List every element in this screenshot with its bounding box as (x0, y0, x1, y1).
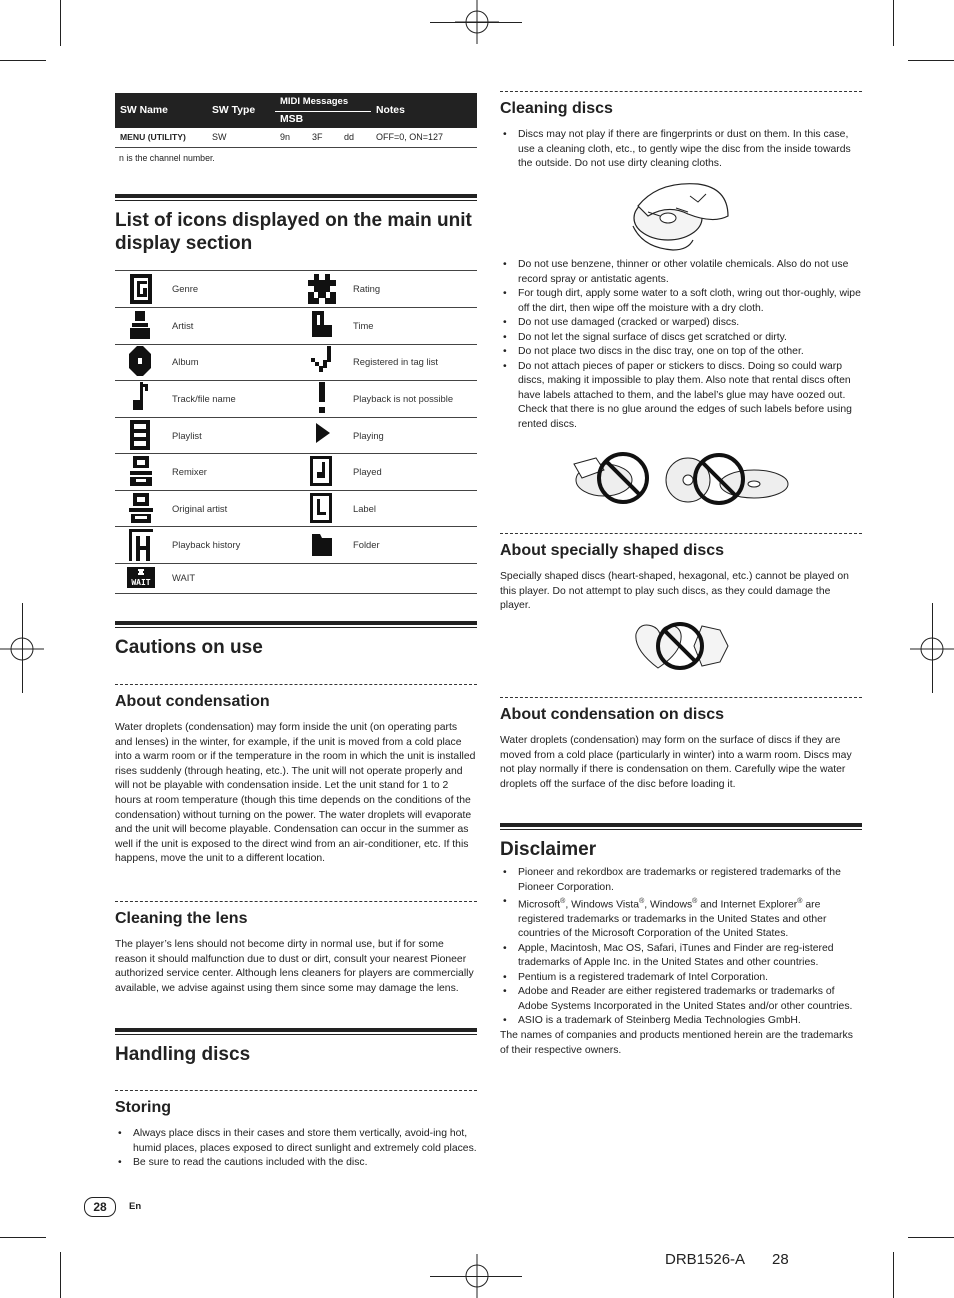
icon-label-album: Album (172, 356, 199, 367)
list-item: • Do not place two discs in the disc tray, one on top of the other. (500, 345, 862, 360)
crop-mark (60, 0, 61, 46)
no-sticker-illustration-icon (570, 450, 652, 506)
playlist-icon (130, 420, 150, 450)
crop-mark (430, 22, 522, 23)
condensation-discs-section (500, 705, 862, 792)
icon-label-original-artist: Original artist (172, 503, 228, 514)
cell-notes: OFF=0, ON=127 (376, 132, 444, 143)
disclaimer-body (500, 866, 862, 1058)
icon-label-played: Played (353, 466, 382, 477)
crop-mark (60, 1252, 61, 1298)
crop-mark (22, 603, 23, 693)
language-label: En (129, 1201, 142, 1212)
list-item: • Do not attach pieces of paper or stickers to discs. Doing so could warp discs, making it impossible to play them. Also note that rental discs often have labels attached to them, and the label’s glue may have oozed out. Check that there is no glue around the edges of such labels before using rented discs. (500, 360, 862, 433)
doc-page: 28 (772, 1251, 789, 1268)
icon-label-wait: WAIT (172, 572, 196, 583)
col-sw-name: SW Name (115, 93, 207, 128)
col-sw-type: SW Type (207, 93, 275, 128)
folder-icon (312, 534, 332, 556)
list-item: • Do not use damaged (cracked or warped) discs. (500, 316, 862, 331)
lens-section (115, 909, 477, 996)
divider (500, 533, 862, 534)
midi-table (115, 93, 477, 148)
track-file-name-icon (133, 382, 149, 412)
playback-history-icon (129, 529, 153, 561)
col-midi-messages: MIDI Messages (275, 93, 371, 111)
col-msb: MSB (275, 111, 371, 128)
condensation-section (115, 692, 477, 867)
lens-title: Cleaning the lens (115, 910, 248, 927)
registered-in-tag-list-icon (311, 346, 333, 376)
no-shaped-disc-illustration-icon (632, 620, 730, 672)
icon-label-not-possible: Playback is not possible (353, 393, 454, 404)
list-item: • Pioneer and rekordbox are trademarks or registered trademarks of the Pioneer Corporation. (500, 866, 862, 895)
icon-label-remixer: Remixer (172, 466, 207, 477)
divider (500, 91, 862, 92)
cell-msb1: 9n (280, 132, 291, 143)
disc-wiping-illustration-icon (628, 176, 734, 252)
condensation-discs-title: About condensation on discs (500, 706, 725, 723)
page-number-badge: 28 (84, 1197, 116, 1217)
icon-label-playback-history: Playback history (172, 539, 241, 550)
disclaimer-title: Disclaimer (500, 839, 597, 860)
condensation-text: Water droplets (condensation) may form inside the unit (on operating parts and lenses) in the winter, for example, if the unit is moved from a cold place into a warm room or if the temperature in the room in which the unit is installed rises suddenly (through heating, etc.). The unit will not operate properly and will not be playable with condensation inside. Let the unit stand for 1 to 2 hours at room temperature (though this time depends on the conditions of the condensation) without turning on the power. The water droplets will evaporate and the unit will become playable. Condensation can occur in the summer as well if the unit is exposed to the direct wind from an air-conditioner, etc. If this happens, move the unit to a different location. (115, 722, 476, 865)
divider (500, 697, 862, 698)
storing-section (115, 1098, 477, 1171)
table-row (115, 128, 477, 147)
divider (115, 901, 477, 902)
cleaning-discs-section (500, 99, 862, 172)
divider (115, 1090, 477, 1091)
list-item: • For tough dirt, apply some water to a soft cloth, wring out thor-oughly, wipe off the dirt, then wipe off the moisture with a dry cloth. (500, 287, 862, 316)
crop-mark (893, 0, 894, 46)
crop-mark (932, 603, 933, 693)
crop-mark (908, 1237, 954, 1238)
list-item: • Be sure to read the cautions included with the disc. (115, 1156, 477, 1171)
list-item: • Adobe and Reader are either registered trademarks or trademarks of Adobe Systems Incorporated in the United States and/or other countries. (500, 985, 862, 1014)
list-item: • Microsoft®, Windows Vista®, Windows® and Internet Explorer® are registered trademarks or trademarks in the United States and other countries of the Microsoft Corporation of the United States. (500, 895, 862, 942)
crop-mark (0, 1237, 46, 1238)
icon-label-registered: Registered in tag list (353, 356, 438, 367)
original-artist-icon (129, 493, 153, 523)
artist-icon (130, 311, 150, 339)
genre-icon (130, 274, 152, 304)
icon-label-genre: Genre (172, 283, 199, 294)
cell-sw-name: MENU (UTILITY) (120, 132, 186, 143)
col-notes: Notes (371, 93, 477, 128)
crop-mark (430, 1276, 522, 1277)
handling-header (115, 1028, 477, 1066)
list-item: • Do not use benzene, thinner or other volatile chemicals. Also do not use record spray or antistatic agents. (500, 258, 862, 287)
handling-title: Handling discs (115, 1044, 251, 1065)
condensation-title: About condensation (115, 693, 270, 710)
crop-mark (893, 1252, 894, 1298)
no-damaged-disc-illustration-icon (664, 452, 792, 506)
left-column (115, 93, 477, 163)
cautions-title: Cautions on use (115, 637, 263, 658)
lens-text: The player’s lens should not become dirty in normal use, but if for some reason it should malfunction due to dust or dirt, consult your nearest Pioneer authorized service center. Although lens cleaners for players are commercially available, we advise against using them since some may damage the lens. (115, 939, 474, 994)
icon-label-artist: Artist (172, 320, 194, 331)
cleaning-discs-list-2 (500, 258, 862, 432)
remixer-icon (130, 456, 152, 486)
list-item: • Apple, Macintosh, Mac OS, Safari, iTunes and Finder are reg-istered trademarks of Apple Inc. in the United States and other countries. (500, 942, 862, 971)
crop-mark (0, 60, 46, 61)
divider (115, 684, 477, 685)
icons-section-title: List of icons displayed on the main unit display section (115, 210, 472, 254)
icon-label-time: Time (353, 320, 374, 331)
icon-label-rating: Rating (353, 283, 381, 294)
played-icon (310, 456, 332, 486)
icon-label-playing: Playing (353, 430, 384, 441)
time-icon (312, 311, 332, 339)
list-item: • Discs may not play if there are fingerprints or dust on them. In this case, use a cleaning cloth, etc., to gently wipe the disc from the inside towards the outside. Do not use dirty cleaning cloths. (500, 128, 862, 172)
list-item: • Pentium is a registered trademark of Intel Corporation. (500, 971, 862, 986)
playing-icon (316, 423, 330, 443)
storing-list (115, 1127, 477, 1171)
label-icon (310, 493, 332, 523)
rating-icon (308, 274, 336, 304)
cleaning-discs-more (500, 258, 862, 432)
cell-sw-type: SW (212, 132, 227, 143)
cleaning-discs-title: Cleaning discs (500, 100, 613, 117)
cleaning-discs-list-1 (500, 128, 862, 172)
disclaimer-header (500, 823, 862, 861)
special-discs-title: About specially shaped discs (500, 542, 725, 559)
special-discs-section (500, 541, 862, 614)
icon-label-playlist: Playlist (172, 430, 202, 441)
icons-section-header (115, 194, 477, 255)
list-item: • Do not let the signal surface of discs get scratched or dirty. (500, 331, 862, 346)
icon-label-label: Label (353, 503, 376, 514)
doc-code: DRB1526-A (665, 1251, 746, 1268)
storing-title: Storing (115, 1099, 171, 1116)
list-item: • ASIO is a trademark of Steinberg Media Technologies GmbH. (500, 1014, 862, 1029)
playback-not-possible-icon (318, 382, 326, 414)
table-footnote: n is the channel number. (119, 152, 215, 163)
cell-msb3: dd (344, 132, 355, 143)
crop-mark (908, 60, 954, 61)
disclaimer-footer-text: The names of companies and products mentioned herein are the trademarks of their respective owners. (500, 1029, 853, 1056)
condensation-discs-text: Water droplets (condensation) may form on the surface of discs if they are moved from a cold place (particularly in winter) into a warm room. Discs may not play normally if there is condensation on them. Carefully wipe the water droplets off the surface of the disc before loading it. (500, 735, 852, 790)
cell-msb2: 3F (312, 132, 323, 143)
svg-text:WAIT: WAIT (131, 578, 151, 587)
icons-table (115, 270, 477, 594)
icon-label-track: Track/file name (172, 393, 236, 404)
cautions-header (115, 621, 477, 659)
list-item: • Always place discs in their cases and store them vertically, avoid-ing hot, humid places, places exposed to direct sunlight and extremely cold places. (115, 1127, 477, 1156)
album-icon (129, 346, 151, 376)
special-discs-text: Specially shaped discs (heart-shaped, hexagonal, etc.) cannot be played on this player. Do not attempt to play such discs, as they could damage the player. (500, 571, 849, 612)
icon-label-folder: Folder (353, 539, 380, 550)
disclaimer-list (500, 866, 862, 1029)
wait-icon (127, 567, 155, 588)
